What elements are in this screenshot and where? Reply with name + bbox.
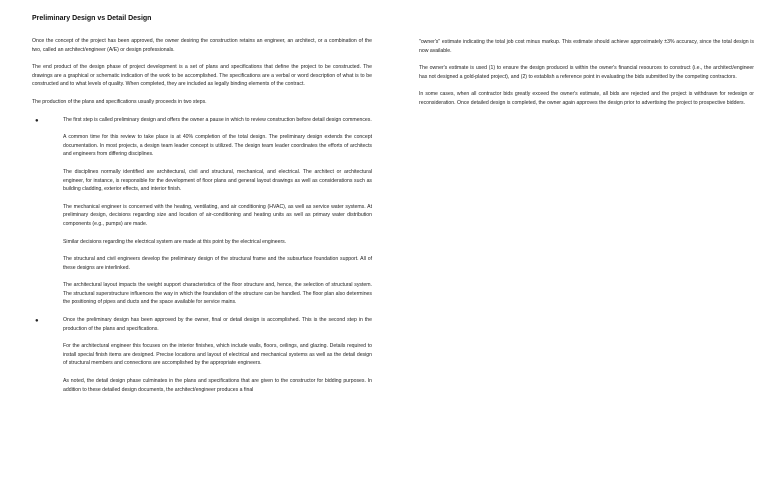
bullet-icon: ● xyxy=(35,318,39,325)
paragraph: For the architectural engineer this focuses on the interior finishes, which include walls, floors, ceilings, and glazing. Details required to install special finish items are designed. Precise locations and layout of electrical and mechanical systems as well as the detail design of structural members and connections are accomplished by the appropriate engineers. xyxy=(63,343,372,367)
paragraph: "owner's" estimate indicating the total job cost minus markup. This estimate should achieve approximately ±3% accuracy, since the total design is now available. xyxy=(419,39,754,54)
bullet-item xyxy=(32,316,372,333)
left-column xyxy=(32,14,372,403)
paragraph: The structural and civil engineers develop the preliminary design of the structural frame and the subsurface foundation support. All of these designs are interlinked. xyxy=(63,256,372,271)
paragraph: As noted, the detail design phase culminates in the plans and specifications that are given to the constructor for bidding purposes. In addition to these detailed design documents, the architect/engineer produces a final xyxy=(63,378,372,393)
paragraph: In some cases, when all contractor bids greatly exceed the owner's estimate, all bids are rejected and the project is withdrawn for redesign or reconsideration. Once detailed design is completed, the owner again approves the design prior to advertising the project to prospective bidders. xyxy=(419,91,754,106)
paragraph: The production of the plans and specifications usually proceeds in two steps. xyxy=(32,98,207,105)
paragraph: Similar decisions regarding the electrical system are made at this point by the electrical engineers. xyxy=(63,238,287,245)
paragraph: The mechanical engineer is concerned with the heating, ventilating, and air conditioning (HVAC), as well as service water systems. At preliminary design, decisions regarding size and location of air-conditioning and heating units as well as primary water distribution components (e.g., pumps) are made. xyxy=(63,203,372,227)
bullet-text: Once the preliminary design has been approved by the owner, final or detail design is accomplished. This is the second step in the production of the plans and specifications. xyxy=(63,317,372,332)
bullet-icon: ● xyxy=(35,117,39,124)
paragraph: A common time for this review to take place is at 40% completion of the total design. The preliminary design extends the concept documentation. In most projects, a design team leader concept is utilized. The design team leader coordinates the efforts of architects and engineers from differing disciplines. xyxy=(63,134,372,158)
document-title: Preliminary Design vs Detail Design xyxy=(32,15,152,22)
bullet-item xyxy=(32,116,372,125)
paragraph: Once the concept of the project has been approved, the owner desiring the construction retains an engineer, an architect, or a combination of the two, called an architect/engineer (A/E) or design professionals. xyxy=(32,38,372,53)
paragraph: The owner's estimate is used (1) to ensure the design produced is within the owner's financial resources to construct (i.e., the architect/engineer has not designed a gold-plated project), and (2) to establish a reference point in evaluating the bids submitted by the competing contractors. xyxy=(419,65,754,80)
paragraph: The end product of the design phase of project development is a set of plans and specifications that define the project to be constructed. The drawings are a graphical or schematic indication of the work to be accomplished. The specifications are a verbal or word description of what is to be constructed and to what levels of quality. When completed, they are included as legally binding elements of the contract. xyxy=(32,64,372,88)
paragraph: The architectural layout impacts the weight support characteristics of the floor structure and, hence, the selection of structural system. The structural superstructure influences the way in which the foundation of the structure can be handled. The floor plan also determines the positioning of pipes and ducts and the space available for service mains. xyxy=(63,282,372,306)
right-column xyxy=(419,38,754,117)
paragraph: The disciplines normally identified are architectural, civil and structural, mechanical, and electrical. The architect or architectural engineer, for instance, is responsible for the development of floor plans and general layout drawings as well as considerations such as building cladding, exterior effects, and interior finish. xyxy=(63,168,372,193)
bullet-text: The first step is called preliminary design and offers the owner a pause in which to review construction before detail design commences. xyxy=(63,116,372,123)
